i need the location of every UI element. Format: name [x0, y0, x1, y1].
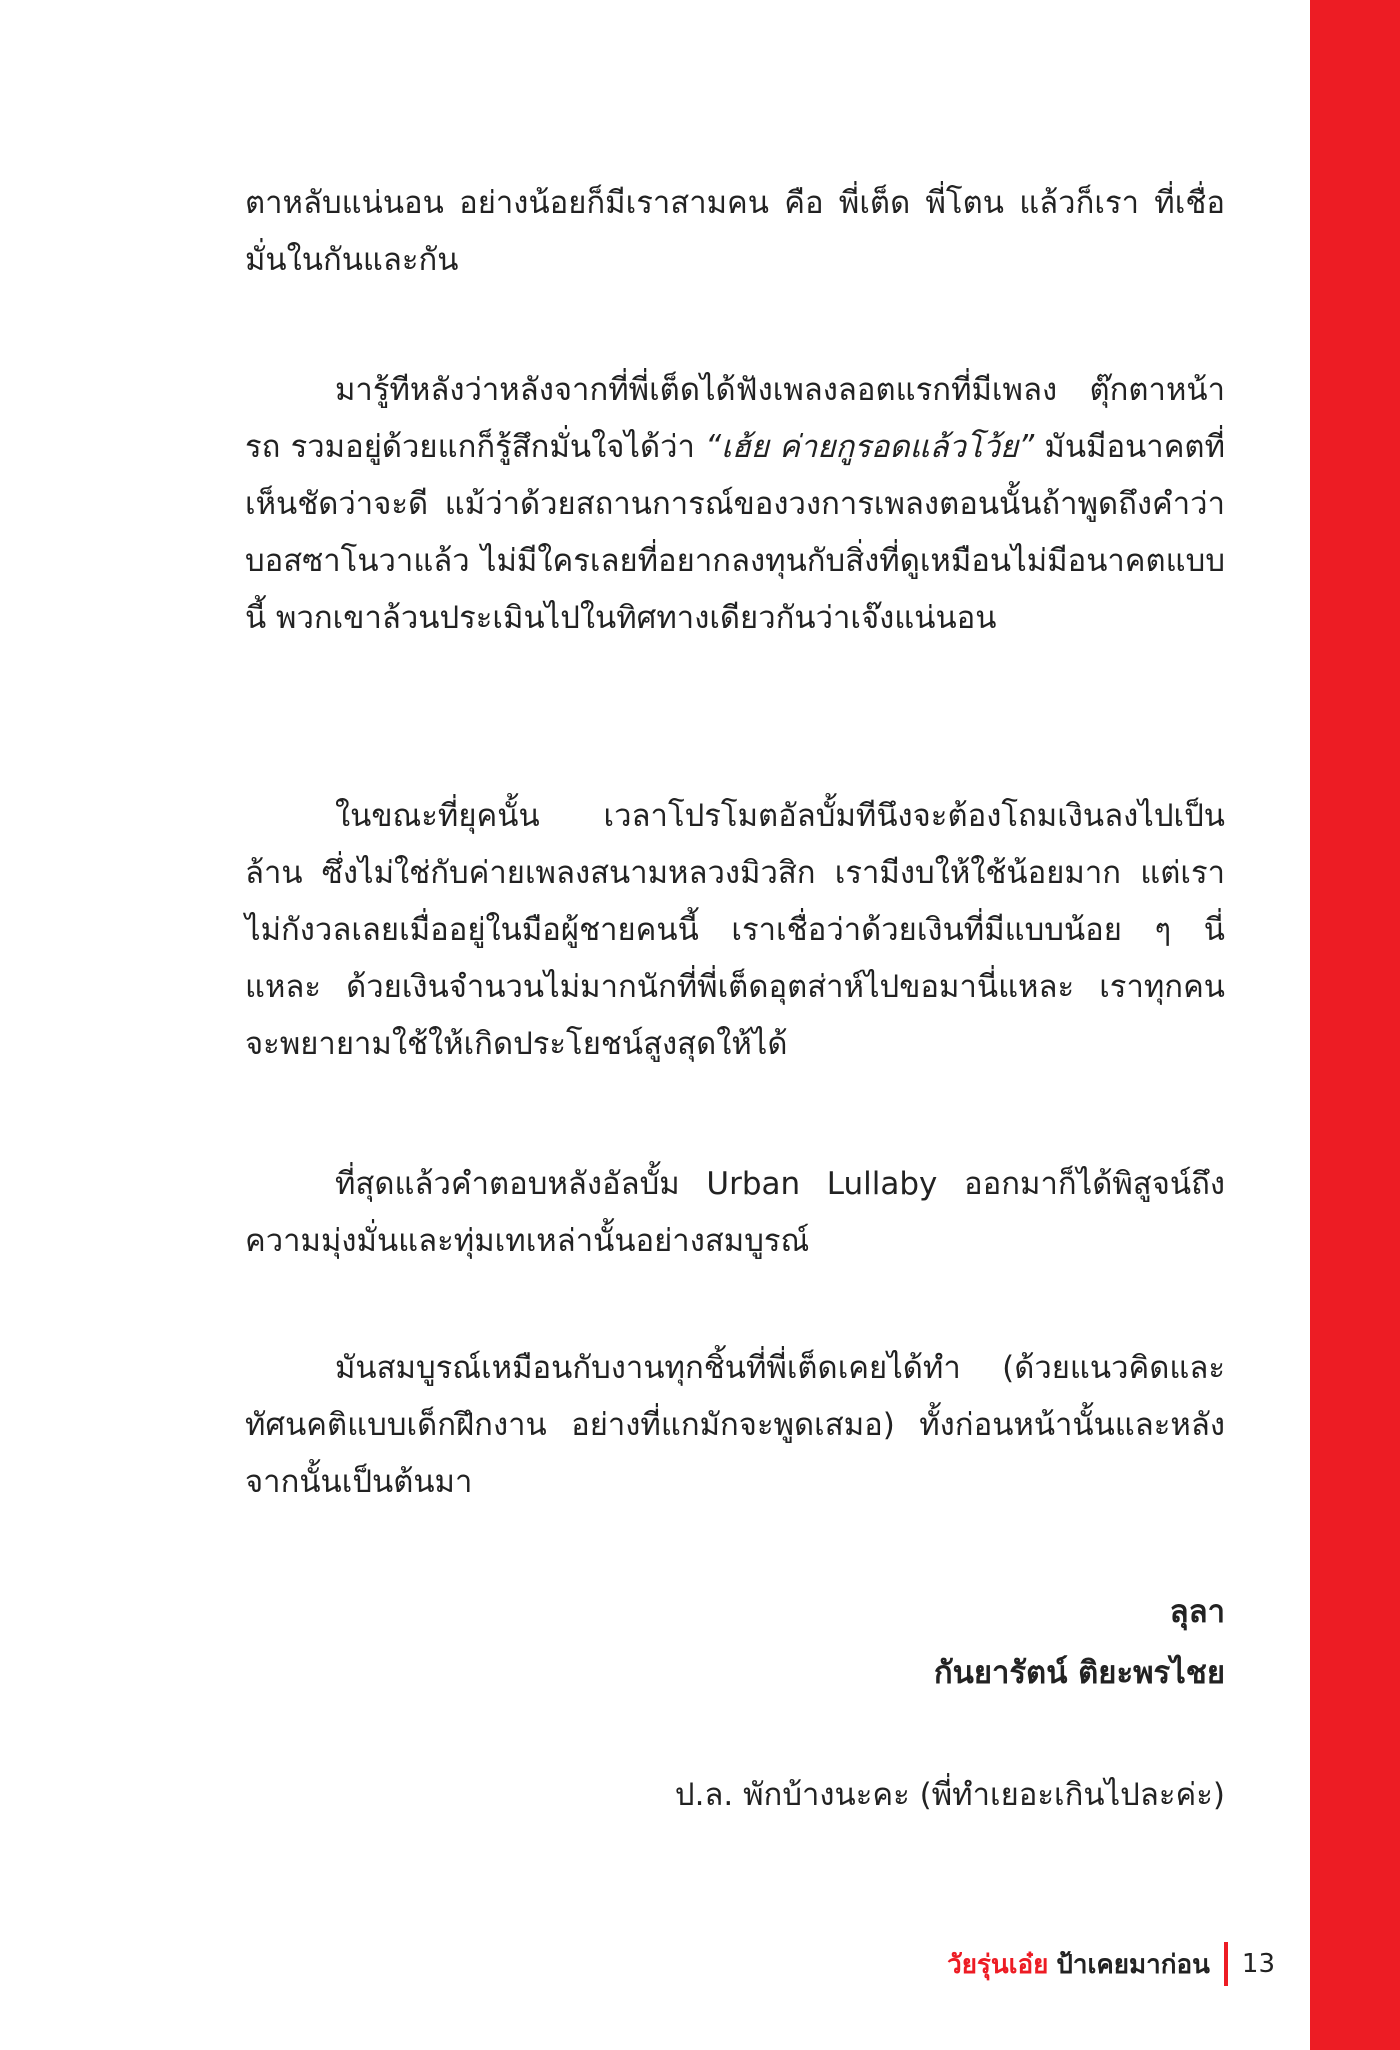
- footer-book-title: ป้าเคยมาก่อน: [1056, 1949, 1210, 1980]
- red-side-bar: [1310, 0, 1400, 2050]
- paragraph-2-quote: “เฮ้ย ค่ายกูรอดแล้วโว้ย”: [705, 429, 1035, 465]
- signature-fullname: กันยารัตน์ ติยะพรไชย: [933, 1655, 1225, 1691]
- page-number: 13: [1241, 1949, 1275, 1979]
- paragraph-2-text-after: มันมีอนาคตที่เห็นชัดว่าจะดี แม้ว่าด้วยสถานการณ์ของวงการเพลงตอนนั้นถ้าพูดถึงคำว่าบอสซาโนวาแล้ว ไม่มีใครเลยที่อยากลงทุนกับสิ่งที่ดูเหมือนไม่มีอนาคตแบบนี้ พวกเขาล้วนประเมินไปในทิศทางเดียวกันว่าเจ๊งแน่นอน: [245, 429, 1225, 636]
- signature-nickname: ลุลา: [1169, 1594, 1225, 1630]
- paragraph-2: [245, 362, 1225, 647]
- postscript: ป.ล. พักบ้างนะคะ (พี่ทำเยอะเกินไปละค่ะ): [674, 1777, 1225, 1813]
- page-footer: [947, 1939, 1275, 1989]
- paragraph-3: ในขณะที่ยุคนั้น เวลาโปรโมตอัลบั้มทีนึงจะต้องโถมเงินลงไปเป็นล้าน ซึ่งไม่ใช่กับค่ายเพลงสนามหลวงมิวสิก เรามีงบให้ใช้น้อยมาก แต่เราไม่กังวลเลยเมื่ออยู่ในมือผู้ชายคนนี้ เราเชื่อว่าด้วยเงินที่มีแบบน้อย ๆ นี่แหละ ด้วยเงินจำนวนไม่มากนักที่พี่เต็ดอุตส่าห์ไปขอมานี่แหละ เราทุกคนจะพยายามใช้ให้เกิดประโยชน์สูงสุดให้ได้: [245, 798, 1225, 1062]
- footer-divider: [1224, 1942, 1228, 1986]
- paragraph-1: ตาหลับแน่นอน อย่างน้อยก็มีเราสามคน คือ พี่เต็ด พี่โตน แล้วก็เรา ที่เชื่อมั่นในกันและกัน: [245, 185, 1225, 278]
- paragraph-2-text-before: มารู้ทีหลังว่าหลังจากที่พี่เต็ดได้ฟังเพลงลอตแรกที่มีเพลง ตุ๊กตาหน้ารถ รวมอยู่ด้วยแกก็รู้สึกมั่นใจได้ว่า: [245, 372, 1225, 465]
- footer-book-title-accent: วัยรุ่นเอ๋ย: [947, 1949, 1049, 1980]
- paragraph-4: ที่สุดแล้วคำตอบหลังอัลบั้ม Urban Lullaby ออกมาก็ได้พิสูจน์ถึงความมุ่งมั่นและทุ่มเทเหล่านั้นอย่างสมบูรณ์: [245, 1166, 1225, 1259]
- paragraph-5: มันสมบูรณ์เหมือนกับงานทุกชิ้นที่พี่เต็ดเคยได้ทำ (ด้วยแนวคิดและทัศนคติแบบเด็กฝึกงาน อย่างที่แกมักจะพูดเสมอ) ทั้งก่อนหน้านั้นและหลังจากนั้นเป็นต้นมา: [245, 1350, 1225, 1500]
